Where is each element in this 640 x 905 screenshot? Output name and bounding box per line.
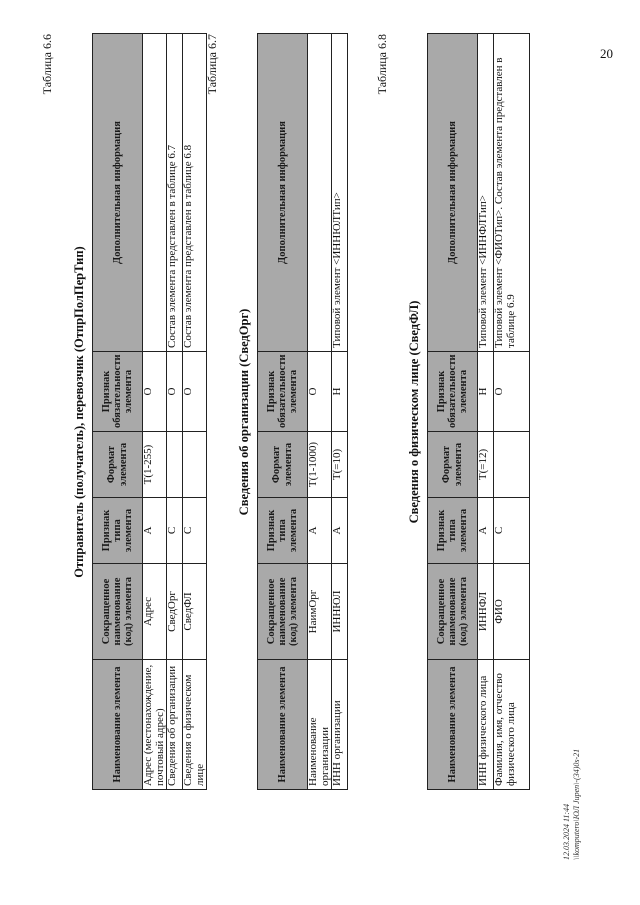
table-cell: ИННФЛ bbox=[478, 564, 494, 660]
table-cell bbox=[308, 34, 332, 352]
table-cell: ИНН организации bbox=[332, 660, 348, 790]
table-cell bbox=[183, 432, 207, 498]
table-cell: О bbox=[167, 352, 183, 432]
table-cell: С bbox=[183, 498, 207, 564]
column-header: Наименование элемента bbox=[428, 660, 478, 790]
table-row bbox=[143, 34, 167, 790]
column-header: Признак типа элемента bbox=[428, 498, 478, 564]
table-cell: Сведения о физическом лице bbox=[183, 660, 207, 790]
column-header: Формат элемента bbox=[258, 432, 308, 498]
table-cell bbox=[167, 432, 183, 498]
table-row bbox=[167, 34, 183, 790]
table-cell: Состав элемента представлен в таблице 6.7 bbox=[167, 34, 183, 352]
table-cell: Адрес (местонахождение, почтовый адрес) bbox=[143, 660, 167, 790]
table-block-2 bbox=[205, 34, 375, 790]
table-cell: Типовой элемент <ИННФЛТип> bbox=[478, 34, 494, 352]
table-label: Таблица 6.6 bbox=[40, 34, 54, 95]
table-cell: С bbox=[167, 498, 183, 564]
table-block-3 bbox=[375, 34, 545, 790]
table-header-row bbox=[428, 34, 478, 790]
table-cell: О bbox=[494, 352, 530, 432]
column-header: Формат элемента bbox=[428, 432, 478, 498]
column-header: Формат элемента bbox=[93, 432, 143, 498]
table-cell: Н bbox=[478, 352, 494, 432]
rotated-page-content bbox=[30, 20, 630, 880]
table-label: Таблица 6.8 bbox=[375, 34, 389, 95]
table-cell bbox=[494, 432, 530, 498]
column-header: Наименование элемента bbox=[93, 660, 143, 790]
table-title: Сведения об организации (СведОрг) bbox=[237, 308, 251, 516]
table-cell bbox=[143, 34, 167, 352]
column-header: Сокращенное наименование (код) элемента bbox=[428, 564, 478, 660]
table-cell: Наименование организации bbox=[308, 660, 332, 790]
column-header: Признак типа элемента bbox=[93, 498, 143, 564]
element-table bbox=[92, 33, 207, 790]
table-cell: О bbox=[183, 352, 207, 432]
column-header: Дополнительная информация bbox=[93, 34, 143, 352]
table-cell: Н bbox=[332, 352, 348, 432]
table-row bbox=[308, 34, 332, 790]
stamp-date: 12.03.2024 11:44 bbox=[562, 803, 571, 860]
table-cell: Сведения об организации bbox=[167, 660, 183, 790]
table-cell: С bbox=[494, 498, 530, 564]
table-cell: А bbox=[478, 498, 494, 564]
table-cell: О bbox=[143, 352, 167, 432]
table-cell: T(1-1000) bbox=[308, 432, 332, 498]
table-cell: СведФЛ bbox=[183, 564, 207, 660]
table-cell: ИНН физического лица bbox=[478, 660, 494, 790]
table-cell: А bbox=[332, 498, 348, 564]
column-header: Признак обязательности элемента bbox=[428, 352, 478, 432]
table-header-row bbox=[93, 34, 143, 790]
table-cell: Типовой элемент <ИННЮЛТип> bbox=[332, 34, 348, 352]
column-header: Сокращенное наименование (код) элемента bbox=[93, 564, 143, 660]
column-header: Наименование элемента bbox=[258, 660, 308, 790]
table-cell: СведОрг bbox=[167, 564, 183, 660]
table-cell: О bbox=[308, 352, 332, 432]
table-label: Таблица 6.7 bbox=[205, 34, 219, 95]
table-row bbox=[494, 34, 530, 790]
table-row bbox=[332, 34, 348, 790]
table-cell: ФИО bbox=[494, 564, 530, 660]
table-block-1 bbox=[40, 34, 210, 790]
column-header: Сокращенное наименование (код) элемента bbox=[258, 564, 308, 660]
table-cell: Фамилия, имя, отчество физического лица bbox=[494, 660, 530, 790]
column-header: Дополнительная информация bbox=[258, 34, 308, 352]
column-header: Признак обязательности элемента bbox=[93, 352, 143, 432]
table-cell: T(1-255) bbox=[143, 432, 167, 498]
table-cell: А bbox=[308, 498, 332, 564]
column-header: Признак обязательности элемента bbox=[258, 352, 308, 432]
table-title: Сведения о физическом лице (СведФЛ) bbox=[407, 300, 421, 524]
table-cell: Типовой элемент <ФИОТип>. Состав элемента представлен в таблице 6.9 bbox=[494, 34, 530, 352]
table-cell: T(=12) bbox=[478, 432, 494, 498]
table-cell: ИННЮЛ bbox=[332, 564, 348, 660]
table-cell: Адрес bbox=[143, 564, 167, 660]
table-cell: НаимОрг bbox=[308, 564, 332, 660]
print-stamp bbox=[562, 749, 583, 860]
table-cell: Состав элемента представлен в таблице 6.8 bbox=[183, 34, 207, 352]
page-number: 20 bbox=[600, 46, 613, 61]
table-cell: T(=10) bbox=[332, 432, 348, 498]
column-header: Дополнительная информация bbox=[428, 34, 478, 352]
table-header-row bbox=[258, 34, 308, 790]
table-row bbox=[183, 34, 207, 790]
element-table bbox=[257, 33, 348, 790]
column-header: Признак типа элемента bbox=[258, 498, 308, 564]
stamp-path: \\komputero\ЮЛ Jupen\-(34)0s-21 bbox=[572, 748, 582, 860]
table-row bbox=[478, 34, 494, 790]
table-cell: А bbox=[143, 498, 167, 564]
element-table bbox=[427, 33, 530, 790]
table-title: Отправитель (получатель), перевозчик (ОтпрПолПерТип) bbox=[72, 246, 86, 578]
